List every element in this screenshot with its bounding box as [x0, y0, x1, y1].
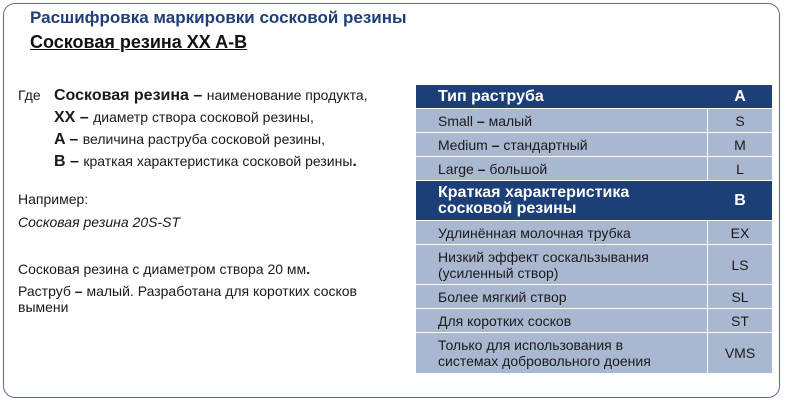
row-code: L: [707, 157, 772, 180]
example-description-1: [18, 261, 310, 277]
example-description-2: [18, 283, 398, 315]
row-dash: –: [487, 136, 504, 153]
example-description-2-text: малый. Разработана для коротких сосков вымени: [18, 283, 357, 315]
legend-text: краткая характеристика сосковой резины: [83, 153, 353, 169]
page-subtitle: Сосковая резина XX A-B: [30, 32, 248, 52]
row-label: [416, 337, 707, 369]
row-code: EX: [707, 221, 772, 244]
table-row: [416, 157, 772, 181]
row-desc: малый: [488, 112, 533, 129]
page-title: Расшифровка маркировки сосковой резины: [30, 8, 407, 27]
row-line-2: (усиленный створ): [438, 264, 559, 281]
table-row: [416, 133, 772, 157]
row-name: Medium: [438, 136, 488, 153]
row-label: [416, 137, 707, 153]
row-dash: –: [473, 112, 489, 129]
legend-term: A: [54, 131, 65, 148]
example-text: Сосковая резина 20S-ST: [18, 214, 180, 230]
example-description-1-end: .: [306, 261, 311, 277]
row-label: [416, 313, 707, 329]
row-code: M: [707, 133, 772, 156]
row-code: ST: [707, 309, 772, 332]
row-line-1: Только для использования в: [438, 337, 624, 353]
row-name: Small: [438, 112, 474, 129]
table-row: [416, 333, 772, 373]
marking-table: [416, 85, 772, 373]
row-line-1: Для коротких сосков: [438, 312, 572, 329]
example-description-2-dash: –: [70, 283, 87, 299]
row-line-1: Низкий эффект соскальзывания: [438, 248, 649, 265]
row-label: [416, 249, 707, 281]
example-label: Например:: [18, 191, 89, 207]
legend-text: величина раструба сосковой резины,: [82, 131, 325, 147]
legend-text: диаметр створа сосковой резины,: [93, 109, 314, 125]
row-line-2: системах добровольного доения: [438, 353, 651, 369]
legend-end: .: [352, 153, 357, 170]
row-line-1: Более мягкий створ: [438, 288, 567, 305]
row-code: S: [707, 109, 772, 132]
legend-line-xx: [54, 106, 314, 129]
header-label-line-2: сосковой резины: [438, 199, 577, 217]
legend-dash: –: [188, 87, 207, 104]
legend-term: Сосковая резина: [54, 87, 189, 104]
row-desc: большой: [489, 160, 548, 177]
example-description-2-lead: Раструб: [18, 283, 71, 299]
table-header-a: [416, 85, 772, 109]
row-code: SL: [707, 285, 772, 308]
row-desc: стандартный: [503, 136, 588, 153]
header-label: [416, 185, 708, 217]
table-header-b: [416, 181, 772, 221]
table-row: [416, 221, 772, 245]
legend-line-a: [54, 128, 325, 151]
table-row: [416, 109, 772, 133]
header-label-line-1: Краткая характеристика: [438, 183, 630, 201]
example-description-1-text: Сосковая резина с диаметром створа 20 мм: [18, 261, 307, 277]
row-line-1: Удлинённая молочная трубка: [438, 224, 631, 241]
legend-term: B: [54, 153, 66, 170]
row-label: [416, 225, 707, 241]
header-code: B: [734, 191, 746, 209]
header-label: Тип раструба: [438, 87, 544, 105]
legend-text: наименование продукта,: [206, 87, 368, 103]
legend-dash: –: [75, 109, 94, 126]
table-row: [416, 285, 772, 309]
table-row: [416, 309, 772, 333]
legend-line-product: [54, 84, 368, 107]
row-label: [416, 113, 707, 129]
row-label: [416, 161, 707, 177]
table-row: [416, 245, 772, 285]
legend-line-b: [54, 150, 357, 173]
row-label: [416, 289, 707, 305]
legend-dash: –: [65, 153, 84, 170]
header-code: A: [734, 87, 746, 105]
row-dash: –: [473, 160, 490, 177]
legend-label: Где: [18, 87, 41, 103]
legend-term: XX: [54, 109, 76, 126]
row-code: LS: [707, 245, 772, 284]
row-name: Large: [438, 160, 474, 177]
legend-dash: –: [64, 131, 83, 148]
row-code: VMS: [707, 333, 772, 373]
